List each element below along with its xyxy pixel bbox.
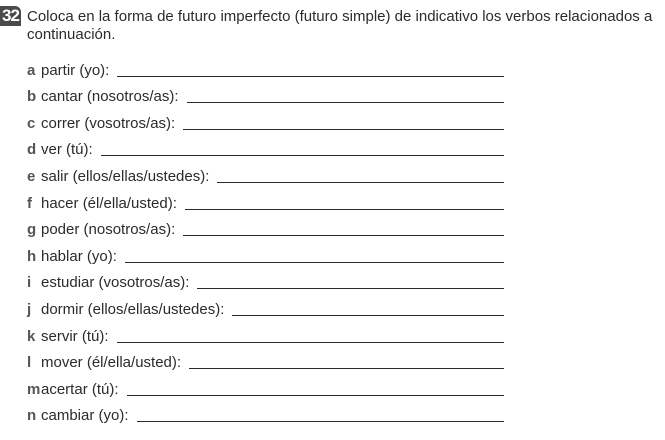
list-item <box>27 80 504 107</box>
item-letter: d <box>27 141 37 159</box>
verb-list <box>27 53 504 425</box>
item-letter: h <box>27 247 37 265</box>
item-verb: poder (nosotros/as): <box>41 221 176 239</box>
list-item <box>27 106 504 133</box>
item-verb: partir (yo): <box>41 61 110 79</box>
answer-line[interactable] <box>101 155 504 156</box>
answer-line[interactable] <box>217 182 504 183</box>
item-verb: estudiar (vosotros/as): <box>41 274 190 292</box>
item-verb: ver (tú): <box>41 141 93 159</box>
item-verb: acertar (tú): <box>41 380 119 398</box>
exercise-number-badge: 32 <box>0 6 21 26</box>
list-item <box>27 53 504 80</box>
answer-line[interactable] <box>187 102 504 103</box>
answer-line[interactable] <box>232 315 504 316</box>
item-verb: cambiar (yo): <box>41 407 129 425</box>
item-letter: l <box>27 354 32 372</box>
item-letter: g <box>27 221 37 239</box>
item-verb: dormir (ellos/ellas/ustedes): <box>41 300 225 318</box>
answer-line[interactable] <box>137 421 504 422</box>
item-verb: cantar (nosotros/as): <box>41 88 179 106</box>
item-verb: hablar (yo): <box>41 247 117 265</box>
item-letter: n <box>27 407 37 425</box>
item-letter: k <box>27 327 36 345</box>
answer-line[interactable] <box>189 368 504 369</box>
list-item <box>27 266 504 293</box>
item-letter: i <box>27 274 32 292</box>
item-verb: correr (vosotros/as): <box>41 114 176 132</box>
item-letter: m <box>27 380 40 398</box>
answer-line[interactable] <box>125 262 504 263</box>
list-item <box>27 292 504 319</box>
item-letter: f <box>27 194 32 212</box>
item-letter: a <box>27 61 36 79</box>
list-item <box>27 213 504 240</box>
answer-line[interactable] <box>197 288 504 289</box>
item-verb: mover (él/ella/usted): <box>41 354 182 372</box>
list-item <box>27 346 504 373</box>
answer-line[interactable] <box>117 342 504 343</box>
answer-line[interactable] <box>183 129 504 130</box>
item-letter: c <box>27 114 36 132</box>
list-item <box>27 319 504 346</box>
answer-line[interactable] <box>183 235 504 236</box>
list-item <box>27 399 504 426</box>
item-letter: e <box>27 167 36 185</box>
answer-line[interactable] <box>117 76 504 77</box>
answer-line[interactable] <box>185 209 504 210</box>
list-item <box>27 159 504 186</box>
item-verb: salir (ellos/ellas/ustedes): <box>41 167 210 185</box>
list-item <box>27 372 504 399</box>
answer-line[interactable] <box>127 395 504 396</box>
item-letter: b <box>27 88 37 106</box>
list-item <box>27 186 504 213</box>
item-verb: servir (tú): <box>41 327 109 345</box>
list-item <box>27 133 504 160</box>
item-verb: hacer (él/ella/usted): <box>41 194 177 212</box>
list-item <box>27 239 504 266</box>
item-letter: j <box>27 300 32 318</box>
exercise-instruction: Coloca en la forma de futuro imperfecto (futuro simple) de indicativo los verbos relacionados a continuación. <box>27 8 653 43</box>
